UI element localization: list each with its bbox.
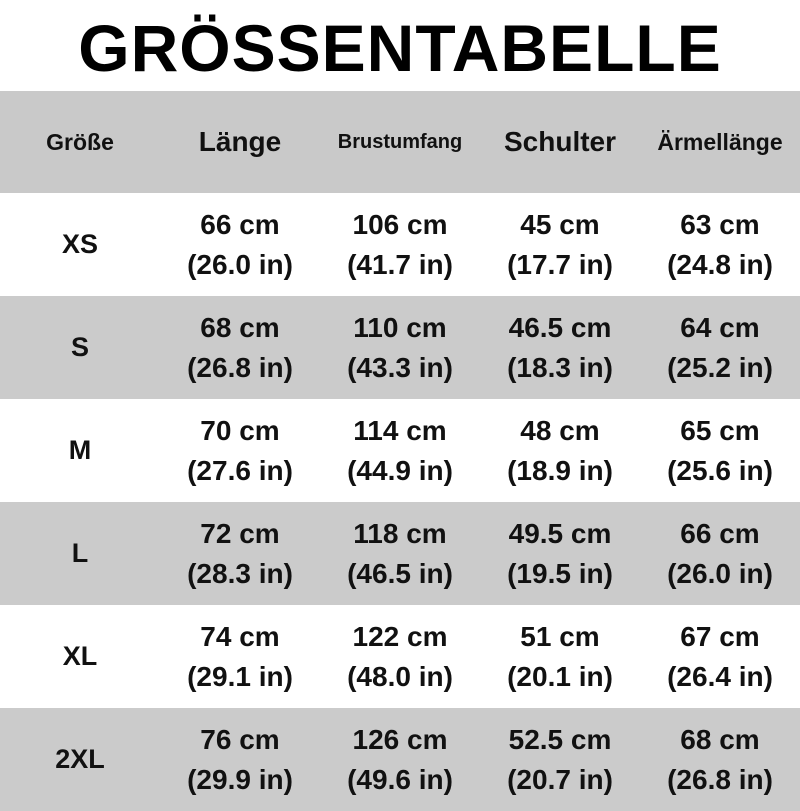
sleeve-cell bbox=[640, 720, 800, 800]
value-cm: 65 cm bbox=[680, 414, 760, 446]
value-in: (26.8 in) bbox=[667, 763, 773, 795]
value-in: (17.7 in) bbox=[507, 248, 613, 280]
length-cell bbox=[160, 205, 320, 285]
table-row bbox=[0, 605, 800, 708]
value-in: (27.6 in) bbox=[187, 454, 293, 486]
value-cm: 63 cm bbox=[680, 208, 760, 240]
size-label: XL bbox=[62, 641, 98, 671]
table-row bbox=[0, 708, 800, 811]
value-cm: 76 cm bbox=[200, 723, 280, 755]
chest-cell bbox=[320, 411, 480, 491]
page-title: GRÖSSENTABELLE bbox=[78, 11, 722, 85]
value-cm: 118 cm bbox=[353, 517, 447, 549]
table-row bbox=[0, 193, 800, 296]
table-row bbox=[0, 502, 800, 605]
value-cm: 122 cm bbox=[352, 620, 448, 652]
header-sleeve: Ärmellänge bbox=[657, 128, 783, 155]
sleeve-cell bbox=[640, 308, 800, 388]
value-cm: 70 cm bbox=[200, 414, 280, 446]
size-table bbox=[0, 91, 800, 811]
chest-cell bbox=[320, 514, 480, 594]
value-cm: 48 cm bbox=[520, 414, 600, 446]
sleeve-cell bbox=[640, 514, 800, 594]
shoulder-cell bbox=[480, 205, 640, 285]
value-cm: 45 cm bbox=[520, 208, 600, 240]
value-cm: 66 cm bbox=[680, 517, 760, 549]
value-cm: 68 cm bbox=[680, 723, 760, 755]
shoulder-cell bbox=[480, 308, 640, 388]
value-cm: 49.5 cm bbox=[508, 517, 612, 549]
sleeve-cell bbox=[640, 205, 800, 285]
sleeve-cell bbox=[640, 411, 800, 491]
chest-cell bbox=[320, 308, 480, 388]
value-cm: 64 cm bbox=[680, 311, 760, 343]
value-in: (25.6 in) bbox=[667, 454, 773, 486]
length-cell bbox=[160, 617, 320, 697]
value-in: (19.5 in) bbox=[507, 557, 613, 589]
value-cm: 72 cm bbox=[200, 517, 280, 549]
size-label: L bbox=[71, 538, 89, 568]
value-in: (43.3 in) bbox=[347, 351, 453, 383]
length-cell bbox=[160, 514, 320, 594]
value-in: (26.8 in) bbox=[187, 351, 293, 383]
value-in: (48.0 in) bbox=[347, 660, 453, 692]
value-in: (41.7 in) bbox=[347, 248, 453, 280]
length-cell bbox=[160, 308, 320, 388]
value-cm: 68 cm bbox=[200, 311, 280, 343]
length-cell bbox=[160, 720, 320, 800]
header-shoulder: Schulter bbox=[503, 126, 617, 157]
value-in: (44.9 in) bbox=[347, 454, 453, 486]
value-cm: 66 cm bbox=[200, 208, 280, 240]
header-length: Länge bbox=[198, 126, 282, 157]
chest-cell bbox=[320, 720, 480, 800]
value-cm: 46.5 cm bbox=[508, 311, 612, 343]
value-cm: 51 cm bbox=[520, 620, 600, 652]
value-in: (25.2 in) bbox=[667, 351, 773, 383]
value-cm: 110 cm bbox=[353, 311, 447, 343]
value-in: (24.8 in) bbox=[667, 248, 773, 280]
value-cm: 106 cm bbox=[352, 208, 448, 240]
shoulder-cell bbox=[480, 514, 640, 594]
value-cm: 126 cm bbox=[352, 723, 448, 755]
value-in: (26.0 in) bbox=[667, 557, 773, 589]
sleeve-cell bbox=[640, 617, 800, 697]
value-in: (20.1 in) bbox=[507, 660, 613, 692]
size-label: 2XL bbox=[55, 744, 105, 774]
table-header-row bbox=[0, 91, 800, 193]
size-label: S bbox=[70, 332, 89, 362]
table-row bbox=[0, 296, 800, 399]
value-in: (29.9 in) bbox=[187, 763, 293, 795]
chest-cell bbox=[320, 205, 480, 285]
header-size: Größe bbox=[46, 128, 114, 155]
value-in: (49.6 in) bbox=[347, 763, 453, 795]
value-cm: 114 cm bbox=[353, 414, 447, 446]
shoulder-cell bbox=[480, 720, 640, 800]
shoulder-cell bbox=[480, 617, 640, 697]
value-in: (29.1 in) bbox=[187, 660, 293, 692]
shoulder-cell bbox=[480, 411, 640, 491]
table-row bbox=[0, 399, 800, 502]
value-cm: 52.5 cm bbox=[508, 723, 612, 755]
value-in: (18.9 in) bbox=[507, 454, 613, 486]
header-chest: Brustumfang bbox=[337, 130, 463, 153]
value-in: (28.3 in) bbox=[187, 557, 293, 589]
value-in: (26.4 in) bbox=[667, 660, 773, 692]
size-label: XS bbox=[61, 229, 99, 259]
value-in: (20.7 in) bbox=[507, 763, 613, 795]
size-label: M bbox=[68, 435, 92, 465]
chest-cell bbox=[320, 617, 480, 697]
value-in: (46.5 in) bbox=[347, 557, 453, 589]
value-in: (18.3 in) bbox=[507, 351, 613, 383]
value-cm: 67 cm bbox=[680, 620, 760, 652]
length-cell bbox=[160, 411, 320, 491]
value-in: (26.0 in) bbox=[187, 248, 293, 280]
value-cm: 74 cm bbox=[200, 620, 280, 652]
